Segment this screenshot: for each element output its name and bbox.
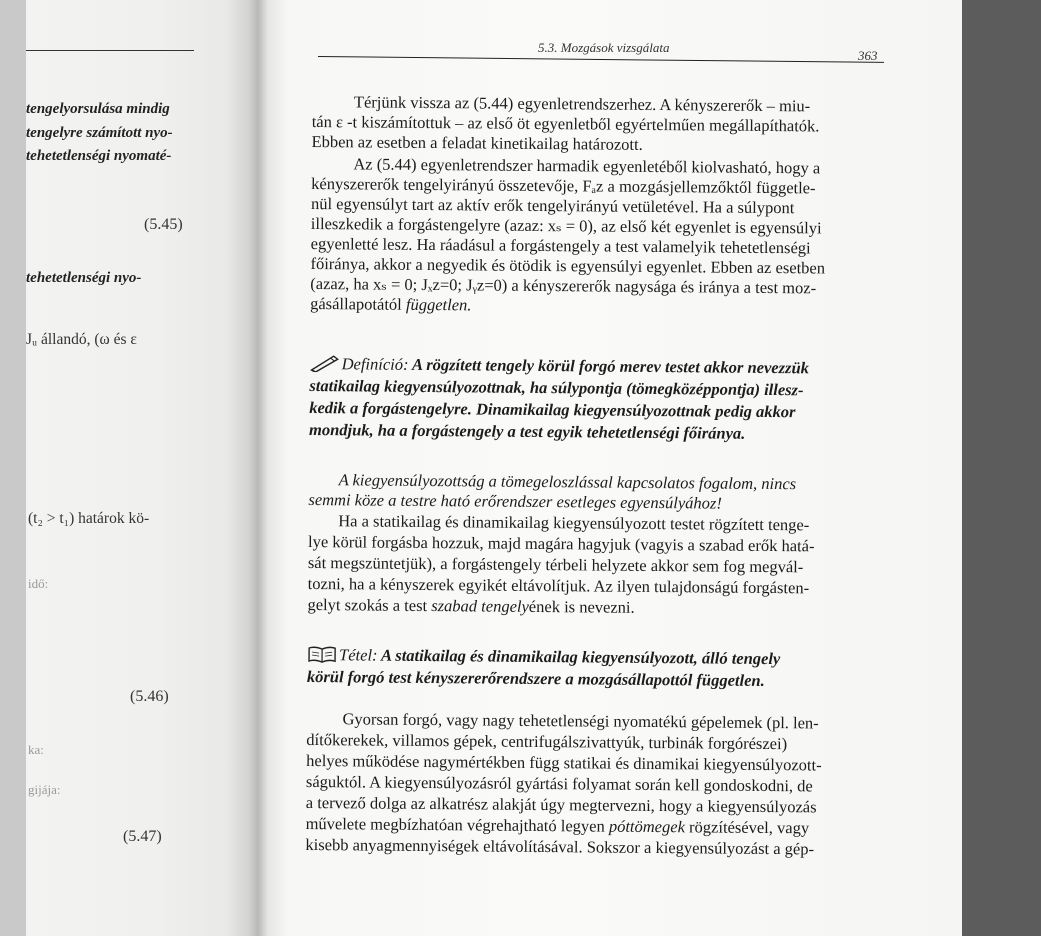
left-page-bold-line: tengelyorsulása mindig	[26, 101, 170, 117]
left-page-head-rule	[26, 50, 194, 51]
body-line: ságuktól. A kiegyensúlyozásról gyártási folyamat során kell gondoskodni, de	[305, 771, 813, 796]
definition-line: statikailag kiegyensúlyozottnak, ha súlypontja (tömegközéppontja) illesz-	[309, 375, 804, 400]
definition-line: mondjuk, ha a forgástengely a test egyik tehetetlenségi főiránya.	[308, 419, 746, 443]
body-line: a tervező dolga az alkatrész alakját úgy megtervezni, hogy a kiegyensúlyozás	[305, 792, 817, 817]
pencil-icon	[310, 354, 340, 377]
body-text: művelete megbízhatóan végrehajtható legyen	[305, 813, 609, 836]
body-text: ének is nevezni.	[528, 596, 635, 617]
body-text: rögzítésével, vagy	[684, 817, 810, 838]
book-icon	[307, 645, 337, 668]
body-line: dítőkerekek, villamos gépek, centrifugálszivattyúk, turbinák forgórészei)	[306, 729, 788, 754]
definition-label: Definíció:	[341, 354, 409, 374]
body-line: helyes működése nagymértékben függ statikai és dinamikai kiegyensúlyozott-	[306, 750, 822, 775]
body-line: Térjünk vissza az (5.44) egyenletrendszerhez. A kényszererők – miu-	[353, 92, 811, 116]
running-head-rule	[318, 56, 884, 63]
equation-number: (5.47)	[123, 828, 162, 845]
theorem-text: A statikailag és dinamikailag kiegyensúlyozott, álló tengely	[377, 645, 781, 669]
body-line: tozni, ha a kényszerek egyikét eltávolítjuk. Az ilyen tulajdonságú forgásten-	[307, 573, 810, 598]
body-line: illeszkedik a forgástengelyre (azaz: xₛ = 0), az első két egyenlet is egyensúlyi	[310, 213, 822, 238]
body-line: főiránya, akkor a negyedik és ötödik is egyensúlyi egyenlet. Ebben az esetben	[310, 253, 826, 278]
left-page-text-line: (t₂ > t₁) határok kö-	[28, 510, 150, 527]
page-body	[305, 92, 892, 859]
left-page-text-line: idő:	[28, 576, 49, 591]
scanned-book-spread	[26, 0, 962, 936]
equation-number: (5.46)	[130, 688, 169, 705]
body-line: Gyorsan forgó, vagy nagy tehetetlenségi nyomatékú gépelemek (pl. len-	[342, 709, 819, 733]
left-page-bold-line: tehetetlenségi nyomaté-	[26, 148, 172, 164]
emphasis-text: póttömegek	[608, 816, 686, 837]
definition-line: kedik a forgástengelyre. Dinamikailag kiegyensúlyozottnak pedig akkor	[309, 397, 796, 422]
left-page-text-line: Jᵤ állandó, (ω és ε	[26, 331, 137, 348]
body-line: lye körül forgásba hozzuk, majd magára hagyjuk (vagyis a szabad erők hatá-	[307, 531, 815, 556]
body-line: Ebben az esetben a feladat kinetikailag határozott.	[311, 131, 643, 154]
body-line: tán ε -t kiszámítottuk – az első öt egyenletből egyértelműen megállapíthatók.	[311, 111, 820, 136]
viewer-right-margin	[962, 0, 1041, 936]
note-line: A kiegyensúlyozottság a tömegeloszlással kapcsolatos fogalom, nincs	[338, 470, 797, 494]
note-line: semmi köze a testre ható erőrendszer esetleges egyensúlyához!	[308, 489, 722, 513]
left-page-text-line: gijája:	[28, 782, 61, 797]
body-line: sát megszüntetjük), a forgástengely térbeli helyzete akkor sem fog megvál-	[307, 552, 804, 577]
definition-text: A rögzített tengely körül forgó merev testet akkor nevezzük	[408, 354, 810, 378]
body-line: Az (5.44) egyenletrendszer harmadik egyenletéből kiolvasható, hogy a	[353, 154, 821, 178]
theorem-label: Tétel:	[339, 645, 378, 665]
body-text: gelyt szokás a test	[307, 594, 432, 616]
body-line: Ha a statikailag és dinamikailag kiegyensúlyozott testet rögzített tenge-	[338, 511, 810, 535]
body-line: kisebb anyagmennyiségek eltávolításával. Sokszor a kiegyensúlyozást a gép-	[305, 834, 815, 859]
left-page-bold-line: tehetetlenségi nyo-	[26, 270, 142, 286]
theorem-line: körül forgó test kényszererőrendszere a mozgásállapottól független.	[306, 666, 765, 690]
body-text: gásállapotától	[310, 293, 406, 314]
equation-number: (5.45)	[144, 216, 183, 233]
emphasis-text: független.	[405, 294, 472, 315]
left-page-text-line: ka:	[28, 742, 44, 757]
body-line: kényszererők tengelyirányú összetevője, Fₐz a mozgásjellemzőktől függetle-	[311, 173, 816, 198]
page-number: 363	[858, 48, 878, 63]
running-head-title: 5.3. Mozgások vizsgálata	[538, 40, 670, 55]
emphasis-text: szabad tengely	[431, 596, 529, 616]
body-line	[310, 294, 471, 315]
body-line: (azaz, ha xₛ = 0; Jₓz=0; Jᵧz=0) a kényszererők nagysága és iránya a test moz-	[310, 273, 817, 298]
body-line: nül egyensúlyt tart az aktív erők tengelyirányú vetületével. Ha a súlypont	[310, 193, 795, 218]
left-page-bold-line: tengelyre számított nyo-	[26, 125, 173, 141]
viewer-left-margin	[0, 0, 26, 936]
body-line	[307, 595, 634, 618]
body-line: egyenletté lesz. Ha ráadásul a forgástengely a test valamelyik tehetetlenségi	[310, 233, 811, 258]
